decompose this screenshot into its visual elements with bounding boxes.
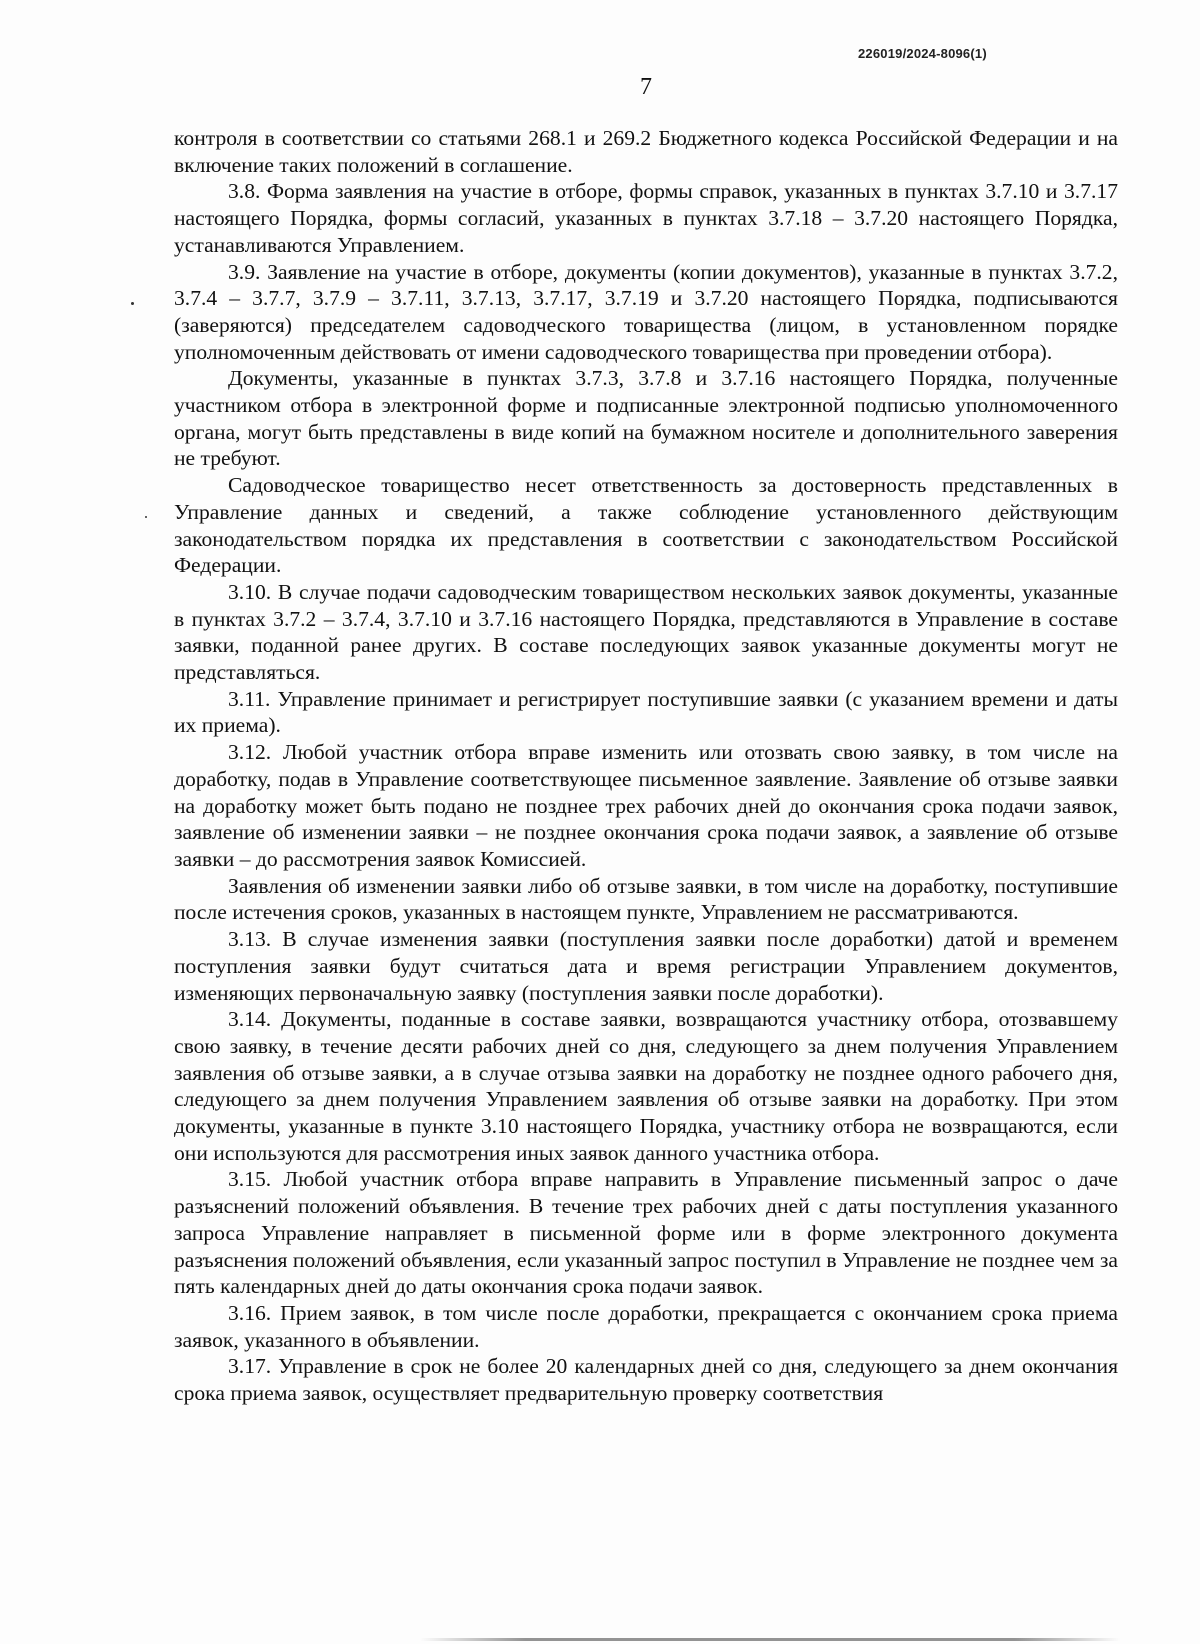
paragraph: 3.15. Любой участник отбора вправе направить в Управление письменный запрос о даче разъяснений положений объявления. В течение трех рабочих дней с даты поступления указанного запроса Управление направляет в письменной форме или в форме электронного документа разъяснения положений объявления, если указанный запрос поступил в Управление не позднее чем за пять календарных дней до даты окончания срока подачи заявок. <box>174 1167 1118 1299</box>
paragraph: Документы, указанные в пунктах 3.7.3, 3.7.8 и 3.7.16 настоящего Порядка, полученные участником отбора в электронной форме и подписанные электронной подписью уполномоченного органа, могут быть представлены в виде копий на бумажном носителе и дополнительного заверения не требуют. <box>174 366 1118 471</box>
paragraph: 3.17. Управление в срок не более 20 календарных дней со дня, следующего за днем окончания срока приема заявок, осуществляет предварительную проверку соответствия <box>174 1354 1118 1406</box>
paragraph: 3.13. В случае изменения заявки (поступления заявки после доработки) датой и временем поступления заявки будут считаться дата и время регистрации Управлением документов, изменяющих первоначальную заявку (поступления заявки после доработки). <box>174 927 1118 1005</box>
scan-speck <box>145 516 147 518</box>
paragraph: 3.16. Прием заявок, в том числе после доработки, прекращается с окончанием срока приема заявок, указанного в объявлении. <box>174 1300 1118 1352</box>
document-id: 226019/2024-8096(1) <box>858 46 987 61</box>
document-body <box>174 125 1118 1407</box>
paragraph: Заявления об изменении заявки либо об отзыве заявки, в том числе на доработку, поступившие после истечения сроков, указанных в настоящем пункте, Управлением не рассматриваются. <box>174 873 1118 925</box>
paragraph: 3.14. Документы, поданные в составе заявки, возвращаются участнику отбора, отозвавшему свою заявку, в течение десяти рабочих дней со дня, следующего за днем получения Управлением заявления об отзыве заявки, а в случае отзыва заявки на доработку не позднее одного рабочего дня, следующего за днем получения Управлением заявления об отзыве заявки на доработку. При этом документы, указанные в пункте 3.10 настоящего Порядка, участнику отбора не возвращаются, если они используются для рассмотрения иных заявок данного участника отбора. <box>174 1007 1118 1165</box>
scan-speck <box>131 302 134 305</box>
scan-bottom-edge <box>420 1638 1120 1641</box>
paragraph: контроля в соответствии со статьями 268.1 и 269.2 Бюджетного кодекса Российской Федерации и на включение таких положений в соглашение. <box>174 126 1118 177</box>
paragraph: 3.11. Управление принимает и регистрирует поступившие заявки (с указанием времени и даты их приема). <box>174 686 1118 738</box>
paragraph: 3.10. В случае подачи садоводческим товариществом нескольких заявок документы, указанные в пунктах 3.7.2 – 3.7.4, 3.7.10 и 3.7.16 настоящего Порядка, представляются в Управление в составе заявки, поданной ранее других. В составе последующих заявок указанные документы могут не представляться. <box>174 579 1118 685</box>
page-number: 7 <box>640 74 652 100</box>
paragraph: 3.8. Форма заявления на участие в отборе, формы справок, указанных в пунктах 3.7.10 и 3.7.17 настоящего Порядка, формы согласий, указанных в пунктах 3.7.18 – 3.7.20 настоящего Порядка, устанавливаются Управлением. <box>174 179 1118 257</box>
paragraph: Садоводческое товарищество несет ответственность за достоверность представленных в Управление данных и сведений, а также соблюдение установленного действующим законодательством порядка их представления в соответствии с законодательством Российской Федерации. <box>174 473 1118 578</box>
paragraph: 3.9. Заявление на участие в отборе, документы (копии документов), указанные в пунктах 3.7.2, 3.7.4 – 3.7.7, 3.7.9 – 3.7.11, 3.7.13, 3.7.17, 3.7.19 и 3.7.20 настоящего Порядка, подписываются (заверяются) председателем садоводческого товарищества (лицом, в установленном порядке уполномоченным действовать от имени садоводческого товарищества при проведении отбора). <box>174 259 1118 364</box>
paragraph: 3.12. Любой участник отбора вправе изменить или отозвать свою заявку, в том числе на доработку, подав в Управление соответствующее письменное заявление. Заявление об отзыве заявки на доработку может быть подано не позднее трех рабочих дней до окончания срока подачи заявок, заявление об изменении заявки – не позднее окончания срока подачи заявок, а заявление об отзыве заявки – до рассмотрения заявок Комиссией. <box>174 740 1118 871</box>
